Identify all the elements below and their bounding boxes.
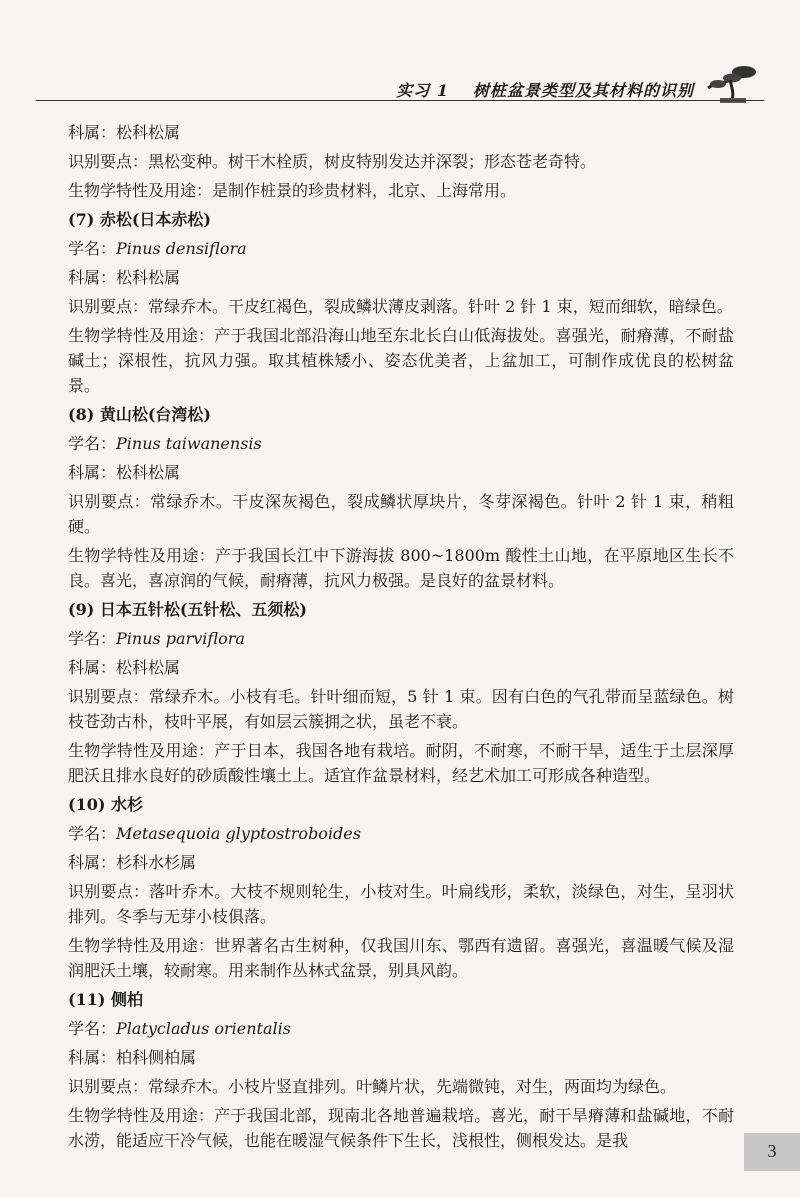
identification-line: 识别要点：常绿乔木。干皮红褐色，裂成鳞状薄皮剥落。针叶 2 针 1 束，短而细软，暗绿色。 bbox=[68, 297, 733, 316]
biology-line: 生物学特性及用途：世界著名古生树种，仅我国川东、鄂西有遗留。喜强光，喜温暖气候及湿润肥沃土壤，较耐寒。用来制作丛林式盆景，别具风韵。 bbox=[68, 936, 734, 980]
running-head bbox=[396, 78, 694, 101]
entry-title: (8) 黄山松(台湾松) bbox=[68, 405, 211, 424]
page-number-tab bbox=[744, 1133, 800, 1171]
page-body bbox=[68, 120, 734, 1157]
page-number: 3 bbox=[767, 1141, 777, 1161]
family-line: 科属：柏科侧柏属 bbox=[68, 1048, 197, 1067]
biology-line: 生物学特性及用途：产于日本，我国各地有栽培。耐阴，不耐寒，不耐干旱，适生于土层深厚肥沃且排水良好的砂质酸性壤土上。适宜作盆景材料，经艺术加工可形成各种造型。 bbox=[68, 741, 734, 785]
biology-line: 生物学特性及用途：产于我国长江中下游海拔 800~1800m 酸性土山地，在平原地区生长不良。喜光，喜凉润的气候，耐瘠薄，抗风力极强。是良好的盆景材料。 bbox=[68, 546, 734, 590]
scientific-name-line: 学名：Pinus densiflora bbox=[68, 239, 247, 258]
running-head-title: 树桩盆景类型及其材料的识别 bbox=[472, 81, 694, 100]
identification-line: 识别要点：常绿乔木。小枝有毛。针叶细而短，5 针 1 束。因有白色的气孔带而呈蓝绿色。树枝苍劲古朴，枝叶平展，有如层云簇拥之状，虽老不衰。 bbox=[68, 687, 734, 731]
identification-line: 识别要点：落叶乔木。大枝不规则轮生，小枝对生。叶扁线形，柔软，淡绿色，对生，呈羽状排列。冬季与无芽小枝俱落。 bbox=[68, 882, 734, 926]
bonsai-tree-icon bbox=[702, 58, 758, 104]
scientific-name-line: 学名：Pinus taiwanensis bbox=[68, 434, 262, 453]
entry-title: (11) 侧柏 bbox=[68, 990, 143, 1009]
header-rule bbox=[36, 100, 764, 101]
running-head-section: 实习 1 bbox=[396, 81, 449, 100]
biology-line: 生物学特性及用途：是制作桩景的珍贵材料，北京、上海常用。 bbox=[68, 181, 517, 200]
scientific-name-line: 学名：Metasequoia glyptostroboides bbox=[68, 824, 361, 843]
biology-line: 生物学特性及用途：产于我国北部沿海山地至东北长白山低海拔处。喜强光，耐瘠薄，不耐盐碱土；深根性，抗风力强。取其植株矮小、姿态优美者，上盆加工，可制作成优良的松树盆景。 bbox=[68, 326, 734, 395]
scientific-name-line: 学名：Platycladus orientalis bbox=[68, 1019, 291, 1038]
entry-title: (7) 赤松(日本赤松) bbox=[68, 210, 211, 229]
family-line: 科属：松科松属 bbox=[68, 658, 181, 677]
identification-line: 识别要点：常绿乔木。小枝片竖直排列。叶鳞片状，先端微钝，对生，两面均为绿色。 bbox=[68, 1077, 677, 1096]
entry-title: (9) 日本五针松(五针松、五须松) bbox=[68, 600, 307, 619]
entry-title: (10) 水杉 bbox=[68, 795, 143, 814]
family-line: 科属：松科松属 bbox=[68, 123, 181, 142]
identification-line: 识别要点：常绿乔木。干皮深灰褐色，裂成鳞状厚块片，冬芽深褐色。针叶 2 针 1 束，稍粗硬。 bbox=[68, 492, 734, 536]
scientific-name-line: 学名：Pinus parviflora bbox=[68, 629, 245, 648]
family-line: 科属：松科松属 bbox=[68, 463, 181, 482]
page-header bbox=[0, 0, 800, 110]
family-line: 科属：杉科水杉属 bbox=[68, 853, 197, 872]
biology-line: 生物学特性及用途：产于我国北部，现南北各地普遍栽培。喜光，耐干旱瘠薄和盐碱地，不耐水涝，能适应干冷气候，也能在暖湿气候条件下生长，浅根性，侧根发达。是我 bbox=[68, 1106, 734, 1150]
identification-line: 识别要点：黑松变种。树干木栓质，树皮特别发达并深裂；形态苍老奇特。 bbox=[68, 152, 597, 171]
family-line: 科属：松科松属 bbox=[68, 268, 181, 287]
